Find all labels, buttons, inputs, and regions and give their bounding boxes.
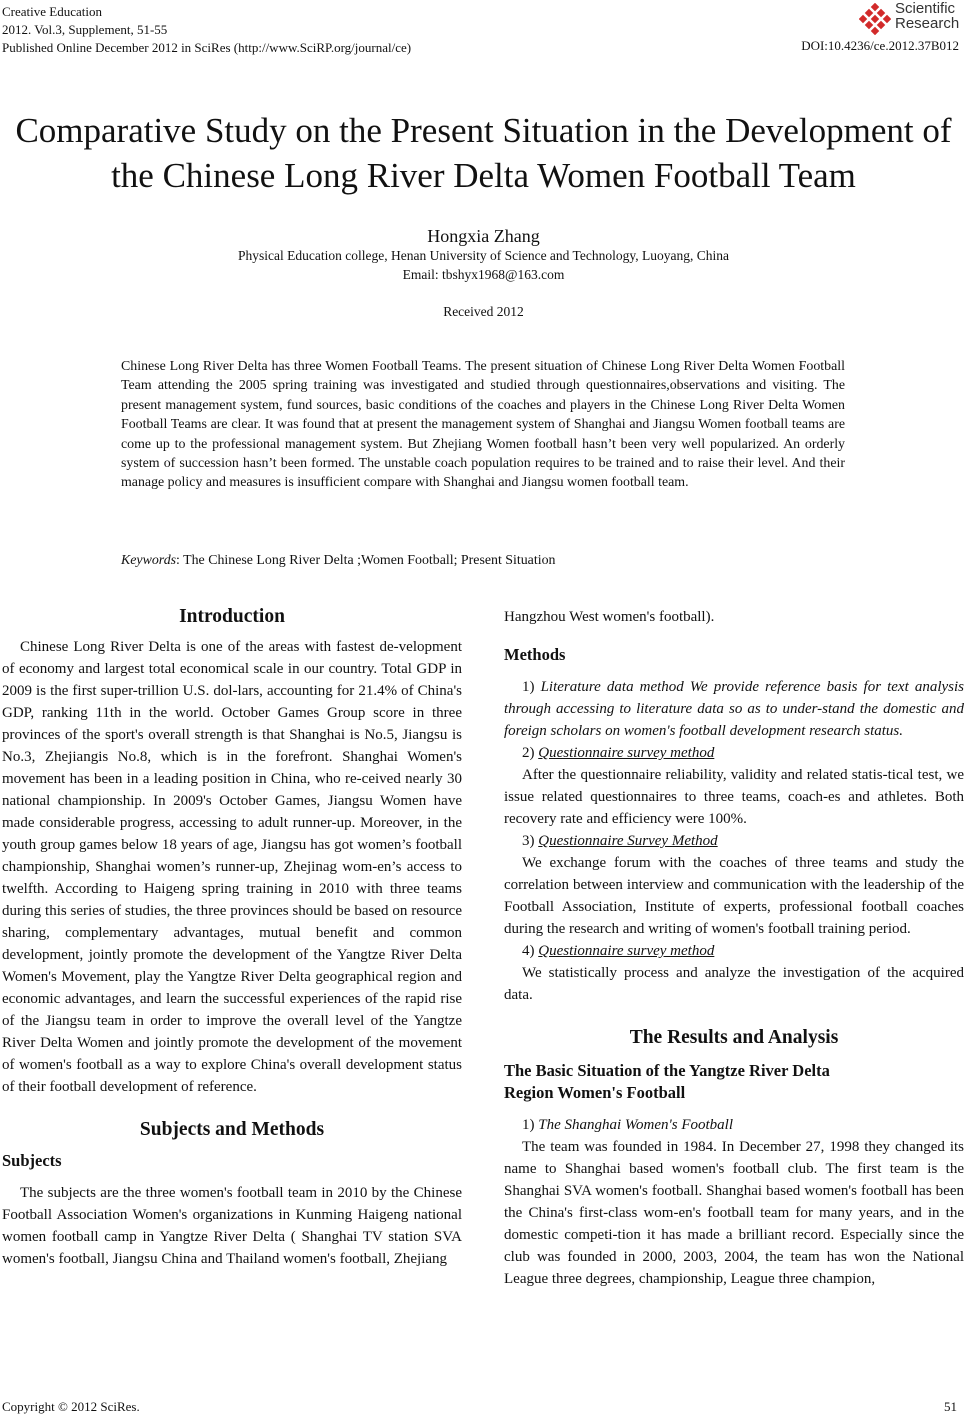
method-3-title	[504, 830, 964, 852]
author-email: Email: tbshyx1968@163.com	[402, 267, 565, 282]
basic-situation-heading-line-1: The Basic Situation of the Yangtze River Delta	[504, 1061, 830, 1080]
method-3-text: We exchange forum with the coaches of three teams and study the correlation between interview and communication with the leadership of the Football Association, Institute of experts, professional football coaches during the research and writing of women's football training period.	[504, 855, 964, 937]
paper-title	[0, 108, 967, 198]
journal-name: Creative Education	[2, 4, 102, 19]
subjects-methods-heading: Subjects and Methods	[139, 1119, 325, 1140]
method-2-title-text: Questionnaire survey method	[538, 745, 715, 761]
subjects-continued: Hangzhou West women's football).	[504, 609, 715, 625]
logo-diamond-icon	[859, 3, 891, 35]
method-1-number: 1)	[522, 679, 541, 695]
section-1-title-text: The Shanghai Women's Football	[538, 1117, 733, 1133]
method-4-title	[504, 940, 964, 962]
method-1-text: Literature data method We provide reference basis for text analysis through accessing to literature data so as to under-stand the domestic and foreign scholars on women's football development research status.	[504, 679, 964, 739]
journal-header	[2, 3, 411, 57]
basic-situation-heading	[504, 1060, 964, 1104]
method-4-text: We statistically process and analyze the investigation of the acquired data.	[504, 965, 964, 1003]
results-heading: The Results and Analysis	[629, 1027, 839, 1048]
method-2-number: 2)	[522, 745, 539, 761]
keywords	[121, 553, 555, 569]
title-line-1: Comparative Study on the Present Situation in the Development of	[15, 111, 952, 150]
basic-situation-heading-line-2: Region Women's Football	[504, 1083, 686, 1102]
author-name: Hongxia Zhang	[427, 226, 540, 246]
section-1-number: 1)	[522, 1117, 539, 1133]
introduction-text: Chinese Long River Delta is one of the areas with fastest de-velopment of economy and largest total economical scale in our country. Total GDP in 2009 is the first super-trillion U.S. dol-lars, accounting for 21.4% of China's GDP, ranking 11th in the world. October Games Group score in three provinces of the sport's overall strength is that Shanghai is No.5, Jiangsu is No.3, Zhejiangis No.8, which is in the forefront. Shanghai Women's movement has been in a leading position in China, who re-ceived nearly 30 national championship. In 2009's October Games, Jiangsu Women have made considerable progress, accessing to adult runner-up. Moreover, in the youth group games below 18 years of age, Jiangsu has got women’s football championship, Shanghai women’s runner-up, Zhejinag wom-en’s access to twelfth. According to Haigeng spring training in 2010 with three teams during this series of studies, the three provinces should be based on resource sharing, complementary advantages, mutual benefit and common development, jointly promote the development of the Yangtze River Delta Women's Movement, play the Yangtze River Delta geographical region and economic advantages, and learn the successful experiences of the rapid rise of the Jiangsu team in order to improve the overall level of the Yangtze River Delta Women and jointly promote the development of the movement of women's football as a way to explore China's overall development status of their football development of reference.	[2, 639, 462, 1095]
method-2-title	[504, 742, 964, 764]
keywords-text: : The Chinese Long River Delta ;Women Football; Present Situation	[176, 553, 556, 568]
introduction-heading: Introduction	[179, 606, 285, 627]
abstract: Chinese Long River Delta has three Women Football Teams. The present situation of Chinese Long River Delta Women Football Team attending the 2005 spring training was investigated and studied through questionnaires,observations and visiting. The present management system, fund sources, basic conditions of the coaches and players in the Chinese Long River Delta Women Football Teams are clear. It was found that at present the management system of Shanghai and Jiangsu Women football teams are come up to the professional management system. But Zhejiang Women football hasn’t been very well popularized. An orderly system of succession hasn’t been formed. The unstable coach population requires to be trained and to raise their level. And their manage policy and measures is insufficient compare with Shanghai and Jiangsu women football team.	[121, 359, 845, 491]
keywords-label: Keywords	[121, 553, 177, 568]
journal-published: Published Online December 2012 in SciRes (http://www.SciRP.org/journal/ce)	[2, 40, 412, 55]
method-3-title-text: Questionnaire Survey Method	[538, 833, 718, 849]
method-3-number: 3)	[522, 833, 539, 849]
section-1-title	[504, 1114, 964, 1136]
section-1-text: The team was founded in 1984. In December 27, 1998 they changed its name to Shanghai based women's football club. The first team is the Shanghai SVA women's football. Shanghai based women's football has been the China's first-class wom-en's football team for many years, and in the domestic competi-tion it has made a brilliant record. Especially since the club was founded in 2000, 2003, 2004, the team has won the National League three degrees, championship, League three champion,	[504, 1139, 964, 1287]
left-column	[2, 603, 462, 1270]
method-1	[504, 676, 964, 742]
logo-line2: Research	[895, 15, 960, 32]
methods-heading: Methods	[504, 645, 566, 664]
received-date: Received 2012	[443, 304, 524, 319]
journal-volume: 2012. Vol.3, Supplement, 51-55	[2, 22, 168, 37]
method-2-text: After the questionnaire reliability, validity and related statis-tical test, we issue related questionnaires to three teams, coach-es and athletes. Both recovery rate and efficiency were 100%.	[504, 767, 964, 827]
subjects-text: The subjects are the three women's football team in 2010 by the Chinese Football Association Women's organizations in Kunming Haigeng national women football camp in Yangtze River Delta ( Shanghai TV station SVA women's football, Jiangsu China and Thailand women's football, Zhejiang	[2, 1185, 462, 1267]
method-4-title-text: Questionnaire survey method	[538, 943, 715, 959]
logo-line1: Scientific	[895, 0, 956, 17]
footer-page-number: 51	[944, 1399, 957, 1414]
author-affiliation: Physical Education college, Henan University of Science and Technology, Luoyang, China	[238, 248, 729, 263]
right-column	[504, 603, 964, 1290]
subjects-heading: Subjects	[2, 1151, 62, 1170]
logo-text	[895, 1, 959, 31]
footer-copyright: Copyright © 2012 SciRes.	[2, 1399, 140, 1414]
publisher-logo	[859, 1, 963, 37]
method-4-number: 4)	[522, 943, 539, 959]
doi: DOI:10.4236/ce.2012.37B012	[801, 38, 959, 53]
title-line-2: the Chinese Long River Delta Women Football Team	[111, 156, 856, 195]
